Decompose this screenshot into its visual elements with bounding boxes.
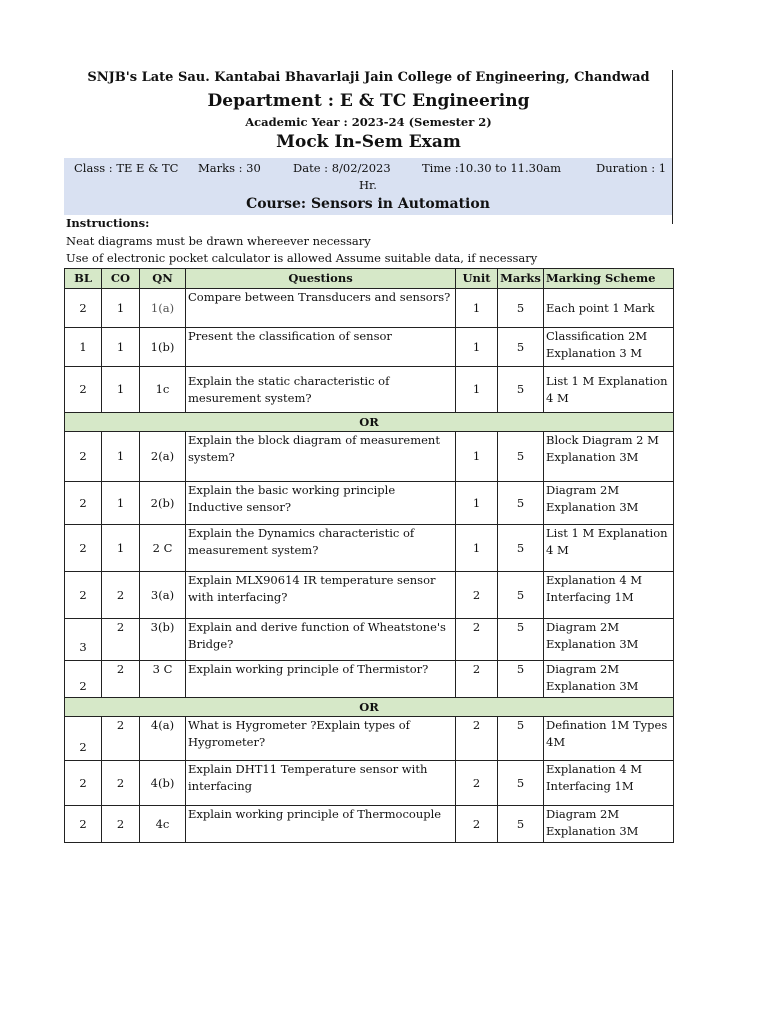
table-row (65, 482, 674, 525)
table-row (65, 525, 674, 572)
co-cell: 1 (102, 525, 140, 572)
unit-cell: 1 (456, 432, 498, 482)
table-row (65, 572, 674, 619)
scheme-cell: Diagram 2M Explanation 3M (544, 806, 674, 843)
unit-cell: 2 (456, 717, 498, 761)
co-cell: 2 (102, 572, 140, 619)
qn-cell: 2(a) (140, 432, 186, 482)
scheme-cell: Each point 1 Mark (544, 289, 674, 328)
instruction-line: Neat diagrams must be drawn whereever necessary (66, 234, 371, 248)
course-title: Course: Sensors in Automation (246, 196, 490, 212)
qn-cell: 4(b) (140, 761, 186, 806)
time-info: Time :10.30 to 11.30am (422, 161, 562, 175)
or-label: OR (65, 698, 674, 717)
question-cell: Explain DHT11 Temperature sensor with interfacing (186, 761, 456, 806)
marks-cell: 5 (498, 572, 544, 619)
qn-cell: 3(b) (140, 619, 186, 661)
bl-cell: 1 (65, 328, 102, 367)
scheme-cell: Explanation 4 M Interfacing 1M (544, 761, 674, 806)
scheme-cell: Diagram 2M Explanation 3M (544, 482, 674, 525)
instructions-heading: Instructions: (66, 216, 150, 230)
date-info: Date : 8/02/2023 (293, 161, 391, 175)
question-cell: Explain the basic working principle Inductive sensor? (186, 482, 456, 525)
co-cell: 2 (102, 661, 140, 698)
bl-cell: 2 (65, 572, 102, 619)
marks-cell: 5 (498, 328, 544, 367)
instruction-line: Use of electronic pocket calculator is allowed Assume suitable data, if necessary (66, 251, 538, 265)
question-cell: Explain working principle of Thermocouple (186, 806, 456, 843)
unit-cell: 2 (456, 761, 498, 806)
duration-info: Duration : 1 (596, 161, 667, 175)
header-bl: BL (65, 269, 102, 289)
qn-cell: 3(a) (140, 572, 186, 619)
question-cell: Explain working principle of Thermistor? (186, 661, 456, 698)
scheme-cell: List 1 M Explanation 4 M (544, 525, 674, 572)
bl-cell: 2 (65, 482, 102, 525)
header-unit: Unit (456, 269, 498, 289)
marks-info: Marks : 30 (198, 161, 261, 175)
qn-cell: 1c (140, 367, 186, 413)
co-cell: 2 (102, 806, 140, 843)
header-co: CO (102, 269, 140, 289)
qn-cell: 4c (140, 806, 186, 843)
qn-cell: 1(a) (140, 289, 186, 328)
qn-cell: 4(a) (140, 717, 186, 761)
table-row (65, 806, 674, 843)
table-row (65, 328, 674, 367)
bl-cell: 2 (65, 432, 102, 482)
table-header-row (65, 269, 674, 289)
scheme-cell: Diagram 2M Explanation 3M (544, 619, 674, 661)
marks-cell: 5 (498, 289, 544, 328)
table-row (65, 761, 674, 806)
qn-cell: 1(b) (140, 328, 186, 367)
unit-cell: 1 (456, 367, 498, 413)
header-qn: QN (140, 269, 186, 289)
header-questions: Questions (186, 269, 456, 289)
marks-cell: 5 (498, 661, 544, 698)
scheme-cell: Defination 1M Types 4M (544, 717, 674, 761)
table-row (65, 367, 674, 413)
unit-cell: 2 (456, 806, 498, 843)
bl-cell: 2 (65, 717, 102, 761)
unit-cell: 2 (456, 572, 498, 619)
or-separator-row (65, 698, 674, 717)
duration-unit: Hr. (359, 178, 377, 192)
qn-cell: 2(b) (140, 482, 186, 525)
scheme-cell: Classification 2M Explanation 3 M (544, 328, 674, 367)
question-cell: Compare between Transducers and sensors? (186, 289, 456, 328)
question-cell: Explain and derive function of Wheatstone's Bridge? (186, 619, 456, 661)
question-cell: Explain the block diagram of measurement system? (186, 432, 456, 482)
bl-cell: 2 (65, 661, 102, 698)
bl-cell: 2 (65, 806, 102, 843)
table-row (65, 619, 674, 661)
table-row (65, 289, 674, 328)
unit-cell: 1 (456, 328, 498, 367)
header-marks: Marks (498, 269, 544, 289)
co-cell: 1 (102, 482, 140, 525)
question-cell: What is Hygrometer ?Explain types of Hygrometer? (186, 717, 456, 761)
co-cell: 1 (102, 289, 140, 328)
unit-cell: 2 (456, 661, 498, 698)
unit-cell: 1 (456, 525, 498, 572)
marks-cell: 5 (498, 525, 544, 572)
class-info: Class : TE E & TC (74, 161, 179, 175)
bl-cell: 3 (65, 619, 102, 661)
co-cell: 1 (102, 367, 140, 413)
scheme-cell: Block Diagram 2 M Explanation 3M (544, 432, 674, 482)
header-marking-scheme: Marking Scheme (544, 269, 674, 289)
question-cell: Explain MLX90614 IR temperature sensor with interfacing? (186, 572, 456, 619)
table-row (65, 432, 674, 482)
bl-cell: 2 (65, 525, 102, 572)
question-cell: Present the classification of sensor (186, 328, 456, 367)
exam-info-band (64, 158, 672, 215)
marks-cell: 5 (498, 432, 544, 482)
co-cell: 2 (102, 619, 140, 661)
question-table (64, 268, 674, 843)
unit-cell: 2 (456, 619, 498, 661)
unit-cell: 1 (456, 289, 498, 328)
table-row (65, 661, 674, 698)
marks-cell: 5 (498, 717, 544, 761)
marks-cell: 5 (498, 367, 544, 413)
bl-cell: 2 (65, 289, 102, 328)
academic-year: Academic Year : 2023-24 (Semester 2) (245, 115, 492, 129)
co-cell: 1 (102, 432, 140, 482)
bl-cell: 2 (65, 761, 102, 806)
scheme-cell: Diagram 2M Explanation 3M (544, 661, 674, 698)
co-cell: 2 (102, 717, 140, 761)
marks-cell: 5 (498, 619, 544, 661)
or-label: OR (65, 413, 674, 432)
co-cell: 2 (102, 761, 140, 806)
marks-cell: 5 (498, 482, 544, 525)
question-cell: Explain the Dynamics characteristic of measurement system? (186, 525, 456, 572)
scheme-cell: List 1 M Explanation 4 M (544, 367, 674, 413)
question-cell: Explain the static characteristic of mesurement system? (186, 367, 456, 413)
co-cell: 1 (102, 328, 140, 367)
scheme-cell: Explanation 4 M Interfacing 1M (544, 572, 674, 619)
marks-cell: 5 (498, 806, 544, 843)
bl-cell: 2 (65, 367, 102, 413)
exam-title: Mock In-Sem Exam (276, 132, 461, 152)
college-name: SNJB's Late Sau. Kantabai Bhavarlaji Jain College of Engineering, Chandwad (87, 70, 650, 85)
department-title: Department : E & TC Engineering (207, 91, 530, 111)
table-row (65, 717, 674, 761)
qn-cell: 2 C (140, 525, 186, 572)
unit-cell: 1 (456, 482, 498, 525)
qn-cell: 3 C (140, 661, 186, 698)
marks-cell: 5 (498, 761, 544, 806)
or-separator-row (65, 413, 674, 432)
